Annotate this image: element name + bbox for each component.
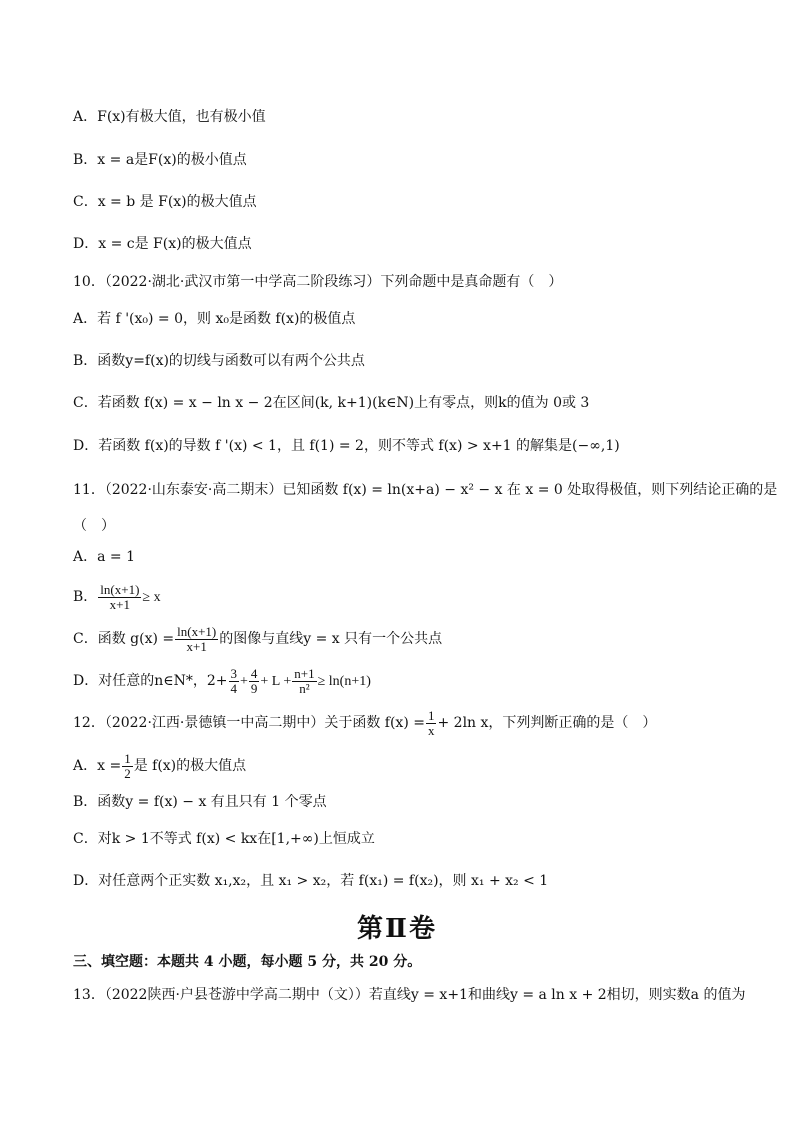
q10-stem: 10．（2022·湖北·武汉市第一中学高二阶段练习）下列命题中是真命题有（ ）: [73, 274, 563, 290]
q10-option-a: A．若 f '(x₀) = 0，则 x₀是函数 f(x)的极值点: [73, 311, 356, 327]
q12-a-prefix: A．x =: [73, 758, 122, 774]
q11-d-f3-denominator: n²: [299, 680, 310, 696]
q11-d-prefix: D．对任意的n∈N*，2+: [73, 673, 228, 689]
q11-d-f2-denominator: 9: [250, 680, 258, 696]
q11-d-fraction-2: [249, 667, 260, 696]
q11-b-denominator: x+1: [109, 596, 131, 612]
q12-stem-numerator: 1: [427, 707, 435, 723]
q12-option-a: [73, 751, 734, 781]
q11-d-f1-numerator: 3: [230, 665, 237, 681]
q12-stem-fraction: [426, 709, 437, 738]
q12-stem-suffix: + 2ln x，下列判断正确的是（ ）: [437, 715, 657, 731]
q11-option-d: [73, 666, 734, 697]
q10-option-b: B．函数y=f(x)的切线与函数可以有两个公共点: [73, 353, 365, 369]
q11-c-suffix: 的图像与直线y = x 只有一个公共点: [219, 631, 443, 647]
q11-d-f3-numerator: n+1: [294, 665, 315, 681]
q11-d-fraction-1: [229, 667, 240, 696]
q12-a-fraction: [122, 752, 133, 781]
q9-option-b: B．x = a是F(x)的极小值点: [73, 152, 247, 168]
q11-c-numerator: ln(x+1): [177, 623, 217, 639]
part-2-title: 第Ⅱ卷: [357, 914, 437, 944]
q12-stem: [73, 708, 734, 738]
q13-stem: 13．（2022陕西·户县苍游中学高二期中（文））若直线y = x+1和曲线y = a ln x + 2相切，则实数a 的值为: [73, 987, 746, 1003]
q11-d-suffix: ≥ ln(n+1): [317, 674, 371, 689]
q11-stem-line1: 11．（2022·山东泰安·高二期末）已知函数 f(x) = ln(x+a) − x² − x 在 x = 0 处取得极值，则下列结论正确的是: [73, 482, 778, 498]
q11-b-fraction: [98, 583, 141, 612]
q12-option-b: B．函数y = f(x) − x 有且只有 1 个零点: [73, 794, 327, 810]
q11-b-suffix: ≥ x: [142, 590, 161, 605]
q11-b-numerator: ln(x+1): [100, 581, 140, 597]
q11-d-f2-numerator: 4: [250, 665, 258, 681]
q11-d-f1-denominator: 4: [230, 680, 237, 696]
q11-d-plus: +: [240, 674, 248, 689]
q11-option-c: [73, 624, 734, 654]
q12-stem-denominator: x: [427, 722, 435, 738]
q11-d-mid: + L +: [260, 674, 292, 689]
q12-a-denominator: 2: [124, 765, 131, 781]
q12-option-c: C．对k > 1不等式 f(x) < kx在[1,+∞)上恒成立: [73, 831, 375, 847]
q11-b-prefix: B．: [73, 589, 98, 605]
q10-option-d: D．若函数 f(x)的导数 f '(x) < 1，且 f(1) = 2，则不等式 f(x) > x+1 的解集是(−∞,1): [73, 438, 620, 454]
q12-a-numerator: 1: [124, 750, 131, 766]
q11-c-prefix: C．函数 g(x) =: [73, 631, 175, 647]
q9-option-a: A．F(x)有极大值，也有极小值: [73, 109, 266, 125]
q11-stem-line2: （ ）: [73, 518, 115, 534]
q12-a-suffix: 是 f(x)的极大值点: [133, 758, 247, 774]
q11-d-fraction-3: [292, 667, 316, 696]
q11-c-denominator: x+1: [186, 638, 207, 654]
q11-option-a: A．a = 1: [73, 549, 135, 565]
q12-stem-prefix: 12．（2022·江西·景德镇一中高二期中）关于函数 f(x) =: [73, 715, 425, 731]
q9-option-d: D．x = c是 F(x)的极大值点: [73, 236, 252, 252]
q10-option-c: C．若函数 f(x) = x − ln x − 2在区间(k, k+1)(k∈N)上有零点，则k的值为 0或 3: [73, 395, 590, 411]
q11-option-b: [73, 582, 734, 613]
q11-c-fraction: [175, 625, 218, 654]
q9-option-c: C．x = b 是 F(x)的极大值点: [73, 194, 257, 210]
q12-option-d: D．对任意两个正实数 x₁,x₂，且 x₁ > x₂，若 f(x₁) = f(x₂)，则 x₁ + x₂ < 1: [73, 873, 549, 889]
section-3-heading: 三、填空题：本题共 4 小题，每小题 5 分，共 20 分。: [73, 954, 422, 970]
